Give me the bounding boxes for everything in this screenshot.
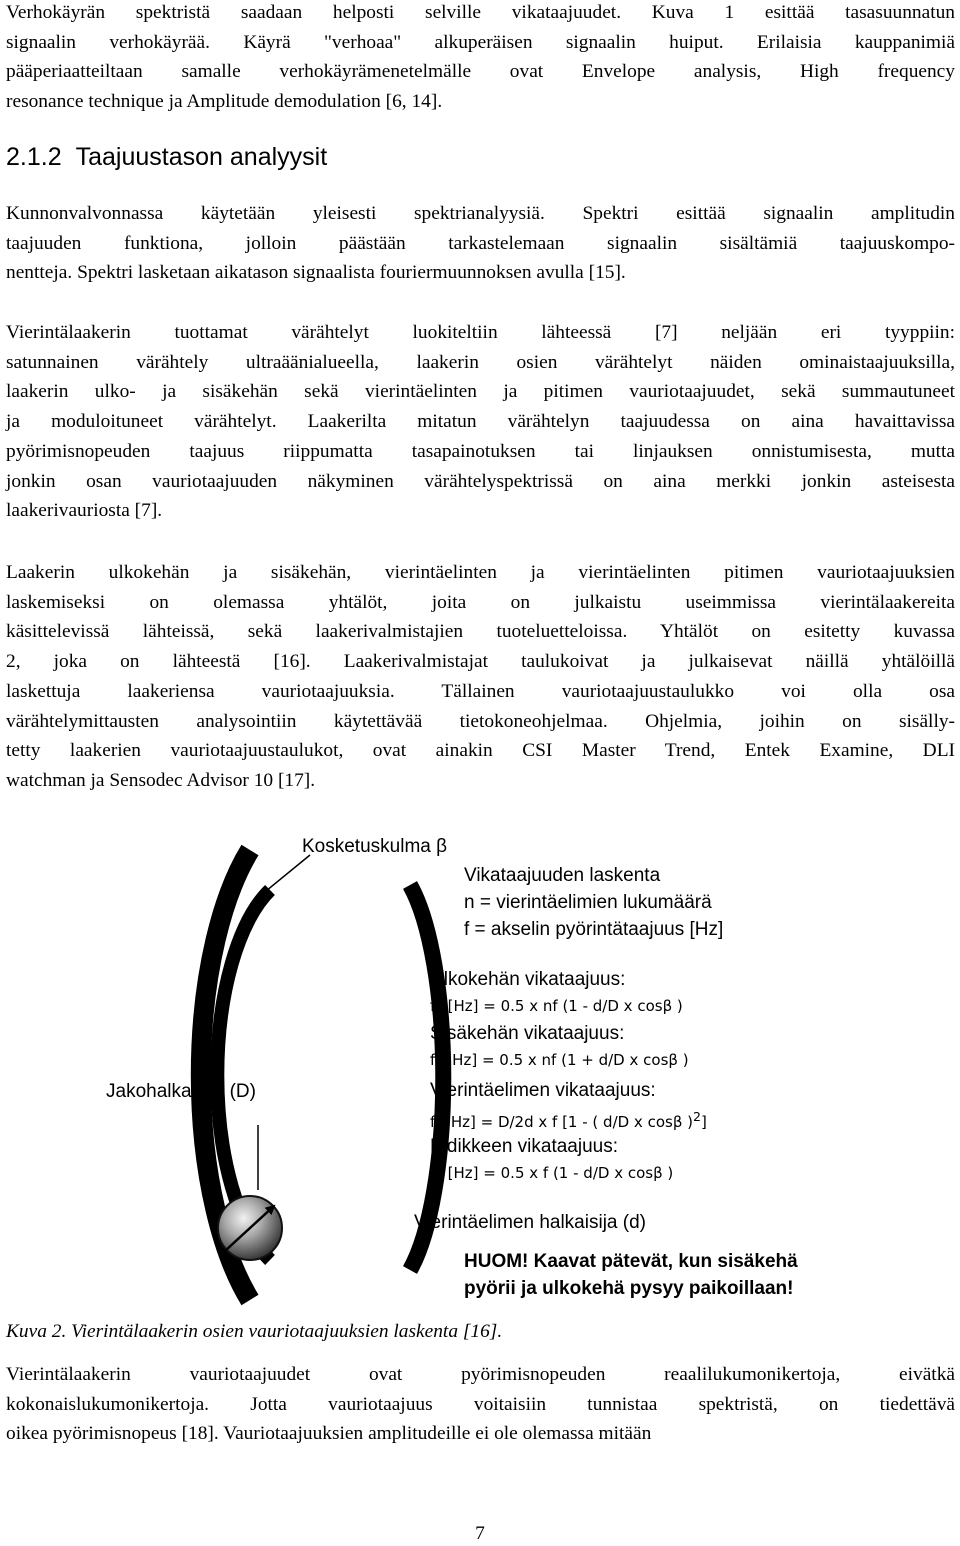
text-line: jonkin osan vauriotaajuuden näkyminen värähtelyspektrissä on aina merkki jonkin asteisesta — [6, 470, 955, 492]
text-line: tetty laakerien vauriotaajuustaulukot, ovat ainakin CSI Master Trend, Entek Examine, DLI — [6, 740, 955, 762]
text-line: signaalin verhokäyrää. Käyrä "verhoaa" alkuperäisen signaalin huiput. Erilaisia kauppanimiä — [6, 31, 955, 53]
text-line: Laakerin ulkokehän ja sisäkehän, vierintäelinten ja vierintäelinten pitimen vauriotaajuuksien — [6, 562, 955, 583]
paragraph-vibration-types — [6, 318, 955, 526]
section-number: 2.1.2 — [6, 143, 62, 171]
text-line: laakerivauriosta [7]. — [6, 500, 163, 522]
text-line: Vierintälaakerin vauriotaajuudet ovat pyörimisnopeuden reaalilukumonikertoja, eivätkä — [6, 1364, 955, 1385]
page-number: 7 — [475, 1523, 485, 1544]
section-heading — [6, 141, 327, 173]
text-line: ja moduloituneet värähtelyt. Laakerilta mitatun värähtelyn taajuudessa on aina havaittavissa — [6, 411, 955, 433]
text-line: resonance technique ja Amplitude demodulation [6, 14]. — [6, 91, 443, 113]
text-line: pyörimisnopeuden taajuus riippumatta tasapainotuksen tai linjauksen onnistumisesta, mutta — [6, 440, 955, 462]
text-line: Verhokäyrän spektristä saadaan helposti selville vikataajuudet. Kuva 1 esittää tasasuunnatun — [6, 2, 955, 23]
label-roll-title: Vierintäelimen vikataajuus: — [430, 1080, 656, 1101]
label-contact-angle: Kosketuskulma β — [302, 836, 448, 857]
text-line: nentteja. Spektri lasketaan aikatason signaalista fouriermuunnoksen avulla [15]. — [6, 262, 626, 284]
paragraph-real-multiples — [6, 1360, 955, 1449]
text-line: kokonaislukumonikertoja. Jotta vauriotaajuus voitaisiin tunnistaa spektristä, on tiedettävä — [6, 1393, 955, 1415]
text-line: taajuuden funktiona, jolloin päästään tarkastelemaan signaalin sisältämiä taajuuskompo- — [6, 232, 955, 254]
label-rolling-diameter: Vierintäelimen halkaisija (d) — [414, 1212, 646, 1233]
label-cage-title: Pidikkeen vikataajuus: — [430, 1136, 618, 1157]
text-line: laskettuja laakeriensa vauriotaajuuksia. Tällainen vauriotaajuustaulukko voi olla osa — [6, 680, 955, 702]
text-line: värähtelymittausten analysointiin käytettävää tietokoneohjelmaa. Ohjelmia, joihin on sisälly- — [6, 710, 955, 732]
label-calc-title: Vikataajuuden laskenta — [464, 865, 661, 886]
paragraph-envelope — [6, 0, 955, 117]
bearing-figure — [0, 830, 960, 1310]
formula-cage: $f_p$ [Hz] = 0.5 x f (1 - d/D x cosβ ) — [430, 1164, 674, 1185]
text-line: satunnainen värähtely ultraäänialueella, laakerin osien värähtelyt näiden ominaistaajuuksilla, — [6, 351, 955, 373]
paragraph-fault-frequencies — [6, 558, 955, 796]
label-outer-title: Ulkokehän vikataajuus: — [430, 969, 626, 990]
text-line: Kunnonvalvonnassa käytetään yleisesti spektrianalyysiä. Spektri esittää signaalin amplitudin — [6, 203, 955, 224]
label-inner-title: Sisäkehän vikataajuus: — [430, 1023, 625, 1044]
text-line: Vierintälaakerin tuottamat värähtelyt luokiteltiin lähteessä [7] neljään eri tyyppiin: — [6, 322, 955, 343]
paragraph-spectrum — [6, 199, 955, 288]
text-line: oikea pyörimisnopeus [18]. Vauriotaajuuksien amplitudeille ei ole olemassa mitään — [6, 1423, 652, 1445]
text-line: watchman ja Sensodec Advisor 10 [17]. — [6, 769, 316, 791]
note-line-2: pyörii ja ulkokehä pysyy paikoillaan! — [464, 1278, 794, 1299]
formula-inner: $f_s$ [Hz] = 0.5 x nf (1 + d/D x cosβ ) — [430, 1051, 689, 1072]
text-line: pääperiaatteiltaan samalle verhokäyrämenetelmälle ovat Envelope analysis, High frequency — [6, 61, 955, 83]
formula-outer: $f_u$ [Hz] = 0.5 x nf (1 - d/D x cosβ ) — [430, 997, 683, 1018]
section-title: Taajuustason analyysit — [75, 143, 328, 171]
text-line: laakerin ulko- ja sisäkehän sekä vierintäelinten ja pitimen vauriotaajuudet, sekä summautuneet — [6, 381, 955, 403]
note-line-1: HUOM! Kaavat pätevät, kun sisäkehä — [464, 1251, 798, 1272]
text-line: laskemiseksi on olemassa yhtälöt, joita on julkaistu useimmissa vierintälaakereita — [6, 591, 955, 613]
text-line: käsittelevissä lähteissä, sekä laakerivalmistajien tuoteluetteloissa. Yhtälöt on esitetty kuvassa — [6, 621, 955, 643]
label-def-n: n = vierintäelimien lukumäärä — [464, 892, 712, 913]
contact-angle-line — [255, 855, 310, 900]
label-pitch-diameter: Jakohalkaisija (D) — [106, 1081, 256, 1102]
text-line: 2, joka on lähteestä [16]. Laakerivalmistajat taulukoivat ja julkaisevat näillä yhtälöillä — [6, 651, 955, 673]
formula-rolling: $f_r$ [Hz] = D/2d x f [1 - ( d/D x cosβ )$^2$] — [430, 1109, 707, 1134]
figure-caption: Kuva 2. Vierintälaakerin osien vauriotaajuuksien laskenta [16]. — [6, 1321, 503, 1342]
label-def-f: f = akselin pyörintätaajuus [Hz] — [464, 919, 724, 940]
